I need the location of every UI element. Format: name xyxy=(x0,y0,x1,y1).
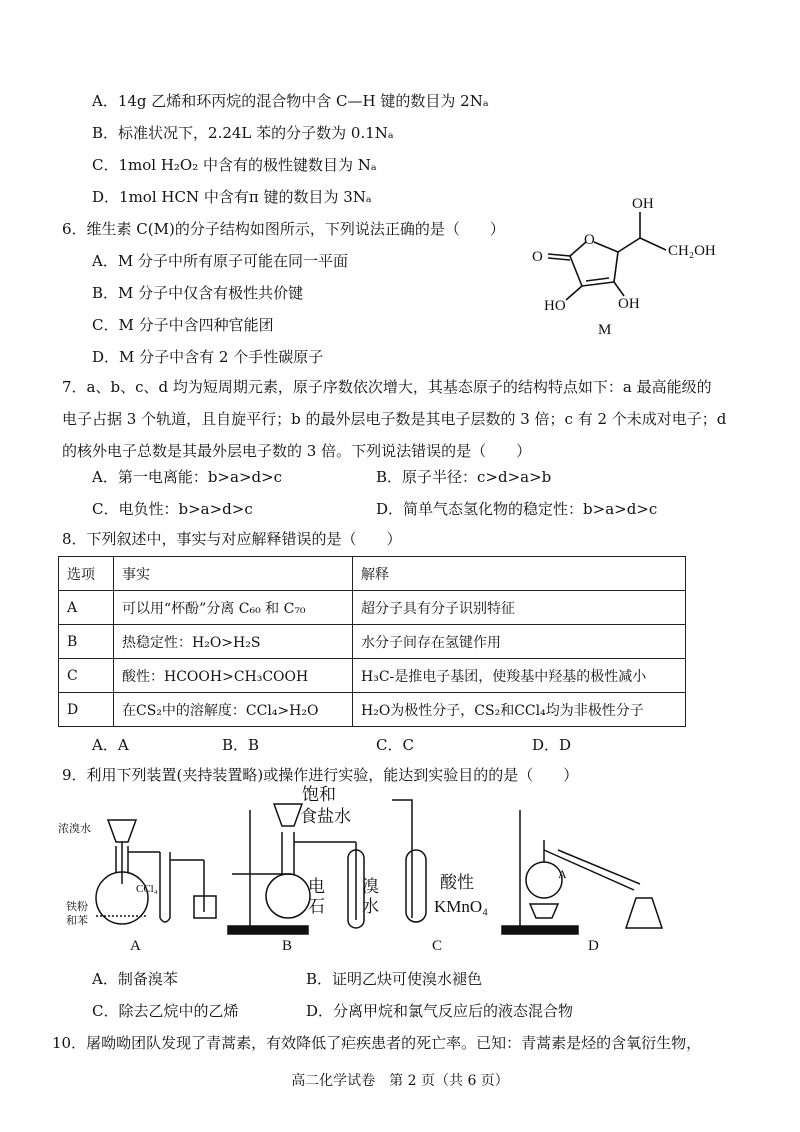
label-b-side-2: 石 xyxy=(308,897,325,916)
header-option: 选项 xyxy=(59,557,114,591)
caption-d: D xyxy=(588,938,599,954)
q9-option-d: D．分离甲烷和氯气反应后的液态混合物 xyxy=(306,1002,574,1020)
q9-option-a: A．制备溴苯 xyxy=(92,970,178,988)
q6-option-a: A．M 分子中所有原子可能在同一平面 xyxy=(92,252,348,270)
row-c-explanation: H₃C-是推电子基团，使羧基中羟基的极性减小 xyxy=(353,659,686,693)
caption-a: A xyxy=(130,938,141,954)
row-b-option: B xyxy=(59,625,114,659)
carbonyl-oxygen-label: O xyxy=(532,249,543,265)
oh-left-label: HO xyxy=(544,298,566,314)
table-row xyxy=(59,591,686,625)
q5-option-c: C．1mol H₂O₂ 中含有的极性键数目为 Nₐ xyxy=(92,156,377,174)
label-a-ccl4: CCl₄ xyxy=(136,883,158,895)
q8-option-b: B．B xyxy=(222,736,260,754)
q7-option-d: D．简单气态氢化物的稳定性：b>a>d>c xyxy=(376,500,658,518)
table-row xyxy=(59,693,686,727)
label-c-2: KMnO₄ xyxy=(434,897,489,916)
q9-option-c: C．除去乙烷中的乙烯 xyxy=(92,1002,239,1020)
label-c-1: 酸性 xyxy=(440,873,474,892)
label-a-benzene: 和苯 xyxy=(66,915,88,927)
row-d-option: D xyxy=(59,693,114,727)
header-explanation: 解释 xyxy=(353,557,686,591)
q7-stem-line-1: 7．a、b、c、d 均为短周期元素，原子序数依次增大，其基态原子的结构特点如下：a 最高能级的 xyxy=(62,378,712,396)
q6-option-c: C．M 分子中含四种官能团 xyxy=(92,316,274,334)
header-fact: 事实 xyxy=(114,557,353,591)
apparatus-figure xyxy=(56,780,686,960)
q5-option-b: B．标准状况下，2.24L 苯的分子数为 0.1Nₐ xyxy=(92,124,394,142)
row-d-explanation: H₂O为极性分子，CS₂和CCl₄均为非极性分子 xyxy=(353,693,686,727)
label-b-top-2: 食盐水 xyxy=(300,807,351,826)
q7-stem-line-3: 的核外电子总数是其最外层电子数的 3 倍。下列说法错误的是（ ） xyxy=(62,442,532,460)
ring-oxygen-label: O xyxy=(584,232,595,248)
oh-right-label: OH xyxy=(618,296,640,312)
row-a-option: A xyxy=(59,591,114,625)
row-b-fact: 热稳定性：H₂O>H₂S xyxy=(114,625,353,659)
row-d-fact: 在CS₂中的溶解度：CCl₄>H₂O xyxy=(114,693,353,727)
q7-option-b: B．原子半径：c>d>a>b xyxy=(376,468,552,486)
row-a-explanation: 超分子具有分子识别特征 xyxy=(353,591,686,625)
row-c-option: C xyxy=(59,659,114,693)
table-row xyxy=(59,625,686,659)
row-b-explanation: 水分子间存在氢键作用 xyxy=(353,625,686,659)
q7-option-a: A．第一电离能：b>a>d>c xyxy=(92,468,283,486)
row-c-fact: 酸性：HCOOH>CH₃COOH xyxy=(114,659,353,693)
q10-stem: 10．屠呦呦团队发现了青蒿素，有效降低了疟疾患者的死亡率。已知：青蒿素是烃的含氧衍生物， xyxy=(52,1034,702,1052)
oh-top-label: OH xyxy=(632,196,654,212)
label-b-top-1: 饱和 xyxy=(302,785,336,804)
q9-option-b: B．证明乙炔可使溴水褪色 xyxy=(306,970,483,988)
molecule-name-label: M xyxy=(598,322,612,338)
vitamin-c-structure xyxy=(526,188,746,338)
label-b-side-1: 电 xyxy=(308,877,325,896)
table-row xyxy=(59,659,686,693)
fact-explanation-table xyxy=(58,556,686,727)
row-a-fact: 可以用“杯酚”分离 C₆₀ 和 C₇₀ xyxy=(114,591,353,625)
q7-option-c: C．电负性：b>a>d>c xyxy=(92,500,253,518)
q9-stem: 9．利用下列装置(夹持装置略)或操作进行实验，能达到实验目的的是（ ） xyxy=(62,766,579,784)
q8-option-c: C．C xyxy=(376,736,414,754)
ch2oh-label: CH₂OH xyxy=(668,243,716,259)
q6-option-d: D．M 分子中含有 2 个手性碳原子 xyxy=(92,348,324,366)
label-a-iron: 铁粉 xyxy=(66,901,88,913)
label-b-tube-2: 水 xyxy=(362,897,379,916)
q6-stem: 6．维生素 C(M)的分子结构如图所示，下列说法正确的是（ ） xyxy=(62,220,505,238)
label-d-a: A xyxy=(558,867,567,881)
q6-option-b: B．M 分子中仅含有极性共价键 xyxy=(92,284,304,302)
label-b-tube-1: 溴 xyxy=(362,877,379,896)
q8-stem: 8．下列叙述中，事实与对应解释错误的是（ ） xyxy=(62,530,402,548)
caption-c: C xyxy=(432,938,443,954)
q5-option-a: A．14g 乙烯和环丙烷的混合物中含 C—H 键的数目为 2Nₐ xyxy=(92,92,489,110)
table-header-row xyxy=(59,557,686,591)
q7-stem-line-2: 电子占据 3 个轨道，且自旋平行；b 的最外层电子数是其电子层数的 3 倍；c 有 2 个未成对电子；d xyxy=(62,410,727,428)
q8-option-a: A．A xyxy=(92,736,129,754)
q5-option-d: D．1mol HCN 中含有π 键的数目为 3Nₐ xyxy=(92,188,372,206)
page-footer: 高二化学试卷 第 2 页（共 6 页） xyxy=(291,1073,509,1089)
label-a-bromine: 浓溴水 xyxy=(58,823,91,835)
caption-b: B xyxy=(282,938,293,954)
q8-option-d: D．D xyxy=(532,736,572,754)
